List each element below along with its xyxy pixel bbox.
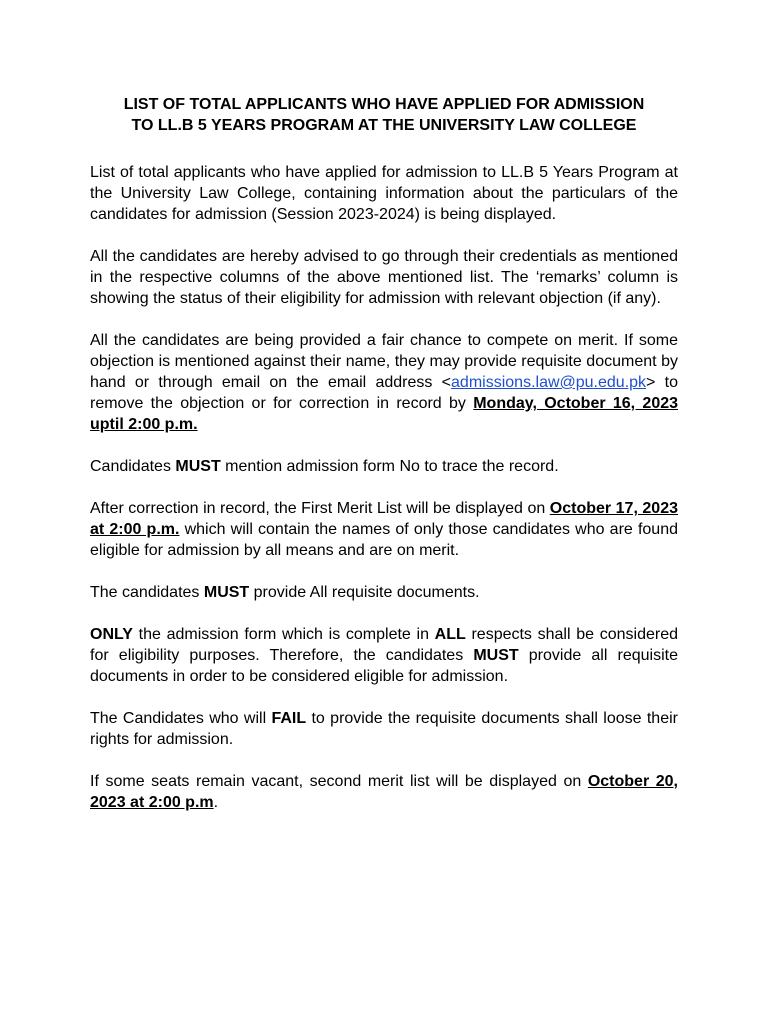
complete-must: MUST: [473, 647, 519, 664]
fail-text-a: The Candidates who will: [90, 710, 272, 727]
paragraph-credentials: All the candidates are hereby advised to go through their credentials as mentioned in the respective columns of the above mentioned list. The ‘remarks’ column is showing the status of their eligibility for admission with relevant objection (if any).: [90, 248, 678, 307]
objection-deadline: Monday, October 16, 2023 uptil 2:00 p.m.: [90, 395, 679, 433]
email-link[interactable]: admissions.law@pu.edu.pk: [451, 374, 647, 391]
paragraph-objection: [90, 330, 678, 435]
form-number-must: MUST: [175, 458, 221, 475]
form-number-text-b: mention admission form No to trace the record.: [220, 458, 559, 475]
complete-all: ALL: [434, 626, 466, 643]
paragraph-complete-form: [90, 624, 678, 687]
complete-text-b: respects shall be considered for eligibility purposes. Therefore, the candidates: [90, 626, 678, 664]
first-merit-date: October 17, 2023 at 2:00 p.m.: [90, 500, 679, 538]
objection-text-b: > to remove the objection or for correction in record by: [90, 374, 679, 412]
requisite-text-a: The candidates: [90, 584, 204, 601]
paragraph-requisite-docs: [90, 582, 678, 603]
paragraph-second-merit-list: [90, 771, 678, 813]
second-merit-text-a: If some seats remain vacant, second merit list will be displayed on: [90, 773, 588, 790]
objection-text-a: All the candidates are being provided a fair chance to compete on merit. If some objection is mentioned against their name, they may provide requisite document by hand or through email on the email address <: [90, 332, 678, 391]
complete-text-c: provide all requisite documents in order to be considered eligible for admission.: [90, 647, 679, 685]
title-line-2: TO LL.B 5 YEARS PROGRAM AT THE UNIVERSITY LAW COLLEGE: [131, 117, 637, 134]
fail-text-b: to provide the requisite documents shall loose their rights for admission.: [90, 710, 678, 748]
second-merit-text-b: .: [213, 794, 219, 811]
paragraph-intro: List of total applicants who have applied for admission to LL.B 5 Years Program at the University Law College, containing information about the particulars of the candidates for admission (Session 2023-2024) is being displayed.: [90, 164, 678, 223]
requisite-text-b: provide All requisite documents.: [249, 584, 480, 601]
fail-bold: FAIL: [271, 710, 307, 727]
first-merit-text-a: After correction in record, the First Merit List will be displayed on: [90, 500, 550, 517]
complete-text-a: the admission form which is complete in: [132, 626, 435, 643]
complete-only: ONLY: [90, 626, 133, 643]
requisite-must: MUST: [203, 584, 250, 601]
title-line-1: LIST OF TOTAL APPLICANTS WHO HAVE APPLIED FOR ADMISSION: [123, 96, 645, 113]
paragraph-fail: [90, 708, 678, 750]
form-number-text-a: Candidates: [90, 458, 176, 475]
paragraph-form-number: [90, 456, 678, 477]
paragraph-first-merit-list: [90, 498, 678, 561]
first-merit-text-b: which will contain the names of only those candidates who are found eligible for admission by all means and are on merit.: [90, 521, 679, 559]
second-merit-date: October 20, 2023 at 2:00 p.m: [90, 773, 678, 811]
document-title: [90, 94, 678, 136]
